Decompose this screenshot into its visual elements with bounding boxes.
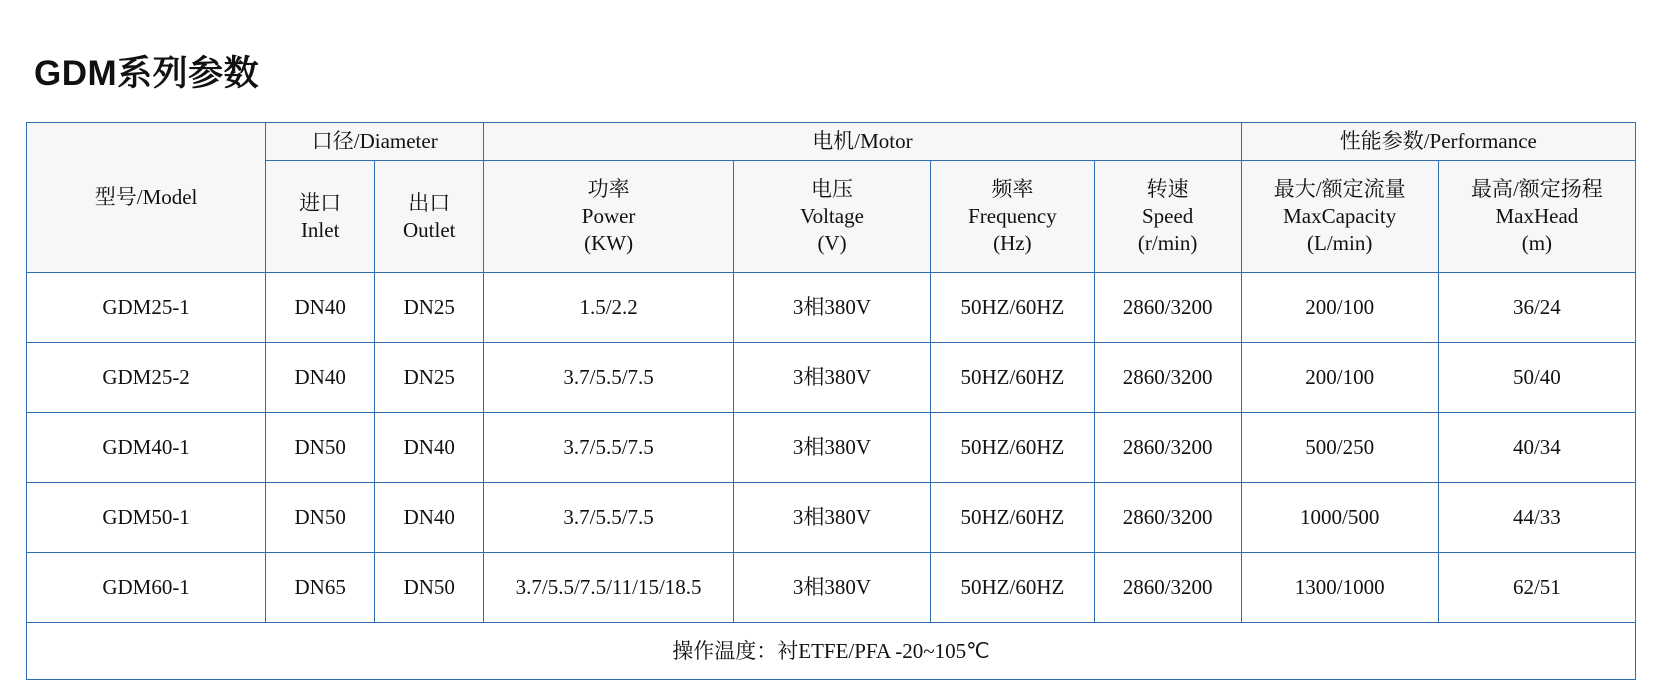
spec-table-container xyxy=(26,122,1636,680)
header-capacity: 最大/额定流量 MaxCapacity (L/min) xyxy=(1241,161,1438,273)
header-outlet: 出口 Outlet xyxy=(375,161,484,273)
cell-power: 3.7/5.5/7.5 xyxy=(484,483,734,553)
header-frequency: 频率 Frequency (Hz) xyxy=(931,161,1095,273)
cell-speed: 2860/3200 xyxy=(1094,343,1241,413)
cell-outlet: DN40 xyxy=(375,483,484,553)
cell-frequency: 50HZ/60HZ xyxy=(931,343,1095,413)
table-row xyxy=(27,413,1636,483)
cell-inlet: DN40 xyxy=(266,343,375,413)
cell-head: 36/24 xyxy=(1438,273,1635,343)
header-voltage: 电压 Voltage (V) xyxy=(733,161,930,273)
table-row xyxy=(27,273,1636,343)
page-title: GDM系列参数 xyxy=(34,54,260,93)
header-diameter-group: 口径/Diameter xyxy=(266,123,484,161)
cell-frequency: 50HZ/60HZ xyxy=(931,413,1095,483)
cell-power: 3.7/5.5/7.5/11/15/18.5 xyxy=(484,553,734,623)
cell-speed: 2860/3200 xyxy=(1094,413,1241,483)
header-power: 功率 Power (KW) xyxy=(484,161,734,273)
cell-outlet: DN40 xyxy=(375,413,484,483)
cell-speed: 2860/3200 xyxy=(1094,483,1241,553)
table-row xyxy=(27,343,1636,413)
cell-power: 3.7/5.5/7.5 xyxy=(484,343,734,413)
cell-capacity: 200/100 xyxy=(1241,343,1438,413)
cell-frequency: 50HZ/60HZ xyxy=(931,553,1095,623)
cell-voltage: 3相380V xyxy=(733,413,930,483)
cell-power: 1.5/2.2 xyxy=(484,273,734,343)
cell-model: GDM50-1 xyxy=(27,483,266,553)
cell-outlet: DN25 xyxy=(375,273,484,343)
cell-head: 40/34 xyxy=(1438,413,1635,483)
table-row xyxy=(27,553,1636,623)
header-model: 型号/Model xyxy=(27,123,266,273)
cell-model: GDM60-1 xyxy=(27,553,266,623)
cell-inlet: DN50 xyxy=(266,413,375,483)
cell-frequency: 50HZ/60HZ xyxy=(931,483,1095,553)
table-header-group-row xyxy=(27,123,1636,161)
cell-head: 50/40 xyxy=(1438,343,1635,413)
cell-power: 3.7/5.5/7.5 xyxy=(484,413,734,483)
cell-voltage: 3相380V xyxy=(733,483,930,553)
cell-voltage: 3相380V xyxy=(733,553,930,623)
cell-inlet: DN65 xyxy=(266,553,375,623)
cell-capacity: 200/100 xyxy=(1241,273,1438,343)
cell-model: GDM40-1 xyxy=(27,413,266,483)
cell-frequency: 50HZ/60HZ xyxy=(931,273,1095,343)
table-footer-row xyxy=(27,623,1636,680)
cell-speed: 2860/3200 xyxy=(1094,553,1241,623)
cell-model: GDM25-1 xyxy=(27,273,266,343)
cell-capacity: 500/250 xyxy=(1241,413,1438,483)
cell-inlet: DN40 xyxy=(266,273,375,343)
cell-voltage: 3相380V xyxy=(733,273,930,343)
table-row xyxy=(27,483,1636,553)
cell-outlet: DN50 xyxy=(375,553,484,623)
header-performance-group: 性能参数/Performance xyxy=(1241,123,1635,161)
cell-voltage: 3相380V xyxy=(733,343,930,413)
cell-head: 62/51 xyxy=(1438,553,1635,623)
spec-table xyxy=(26,122,1636,680)
cell-speed: 2860/3200 xyxy=(1094,273,1241,343)
cell-capacity: 1300/1000 xyxy=(1241,553,1438,623)
header-speed: 转速 Speed (r/min) xyxy=(1094,161,1241,273)
cell-capacity: 1000/500 xyxy=(1241,483,1438,553)
cell-inlet: DN50 xyxy=(266,483,375,553)
cell-model: GDM25-2 xyxy=(27,343,266,413)
operating-temperature-note: 操作温度：衬ETFE/PFA -20~105℃ xyxy=(27,623,1636,680)
table-header-sub-row xyxy=(27,161,1636,273)
header-motor-group: 电机/Motor xyxy=(484,123,1241,161)
cell-outlet: DN25 xyxy=(375,343,484,413)
cell-head: 44/33 xyxy=(1438,483,1635,553)
header-inlet: 进口 Inlet xyxy=(266,161,375,273)
header-head: 最高/额定扬程 MaxHead (m) xyxy=(1438,161,1635,273)
